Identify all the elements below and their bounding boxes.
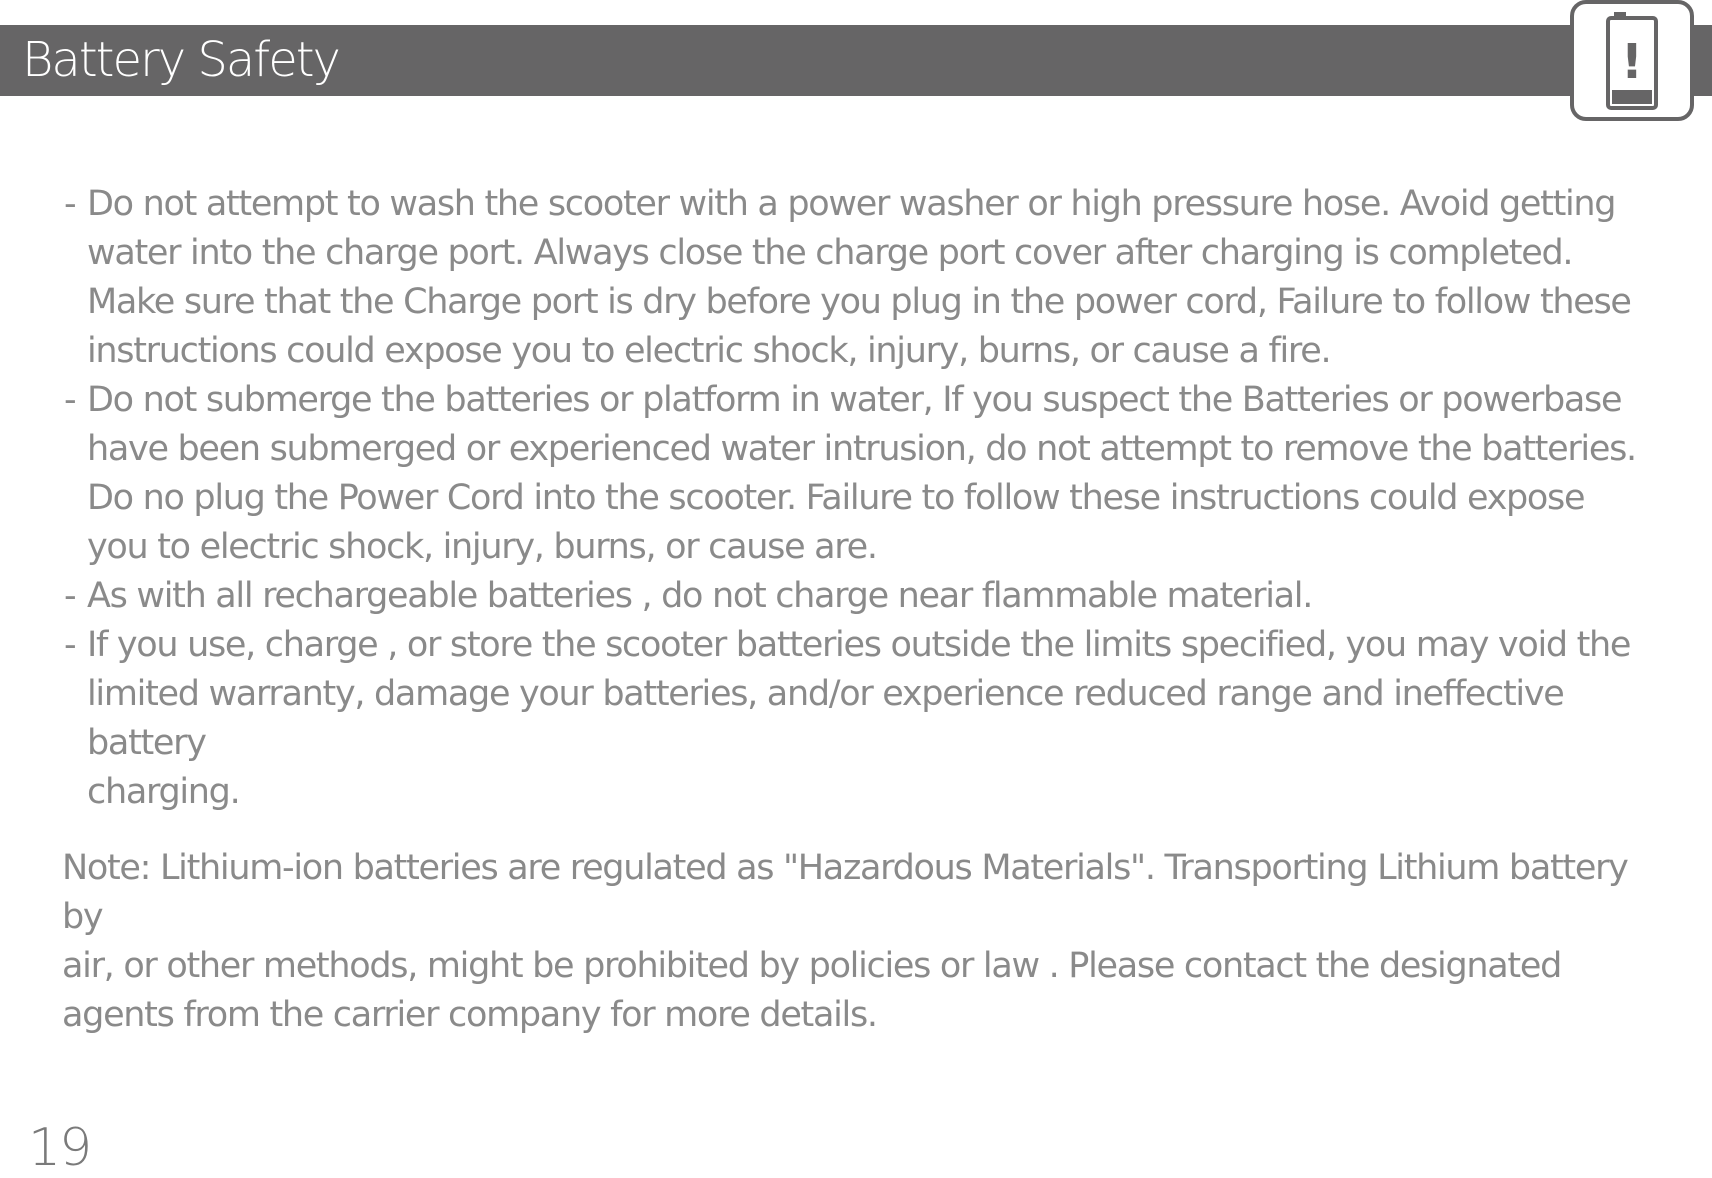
lithium-transport-note: Note: Lithium-ion batteries are regulated as "Hazardous Materials". Transporting Lithium battery by air, or other methods, might be prohibited by policies or law . Please contact the designated agents from the carrier company for more details. (62, 848, 1628, 1035)
safety-bullet-1 (62, 180, 1662, 376)
bullet-dash: - (64, 576, 76, 616)
exclamation-glyph: ! (1621, 34, 1643, 90)
safety-bullet-4 (62, 621, 1662, 817)
battery-warning-badge (1570, 0, 1694, 121)
bullet-text: Do not attempt to wash the scooter with a power washer or high pressure hose. Avoid getting water into the charge port. Always close the charge port cover after charging is completed. Make sure that the Charge port is dry before you plug in the power cord, Failure to follow these instructions could expose you to electric shock, injury, burns, or cause a fire. (87, 184, 1631, 371)
bullet-text: Do not submerge the batteries or platform in water, If you suspect the Batteries or powerbase have been submerged or experienced water intrusion, do not attempt to remove the batteries. Do no plug the Power Cord into the scooter. Failure to follow these instructions could expose you to electric shock, injury, burns, or cause are. (87, 380, 1636, 567)
bullet-dash: - (64, 184, 76, 224)
bullet-text: If you use, charge , or store the scooter batteries outside the limits specified, you may void the limited warranty, damage your batteries, and/or experience reduced range and ineffective battery charging. (87, 625, 1631, 812)
safety-bullet-list (62, 180, 1662, 817)
bullet-dash: - (64, 625, 76, 665)
bullet-text: As with all rechargeable batteries , do not charge near flammable material. (87, 576, 1313, 616)
bullet-dash: - (64, 380, 76, 420)
safety-content (62, 180, 1662, 817)
safety-bullet-2 (62, 376, 1662, 572)
safety-bullet-3 (62, 572, 1662, 621)
battery-warning-icon (1574, 4, 1690, 117)
page-number: 19 (28, 1118, 91, 1178)
section-title: Battery Safety (22, 32, 339, 88)
